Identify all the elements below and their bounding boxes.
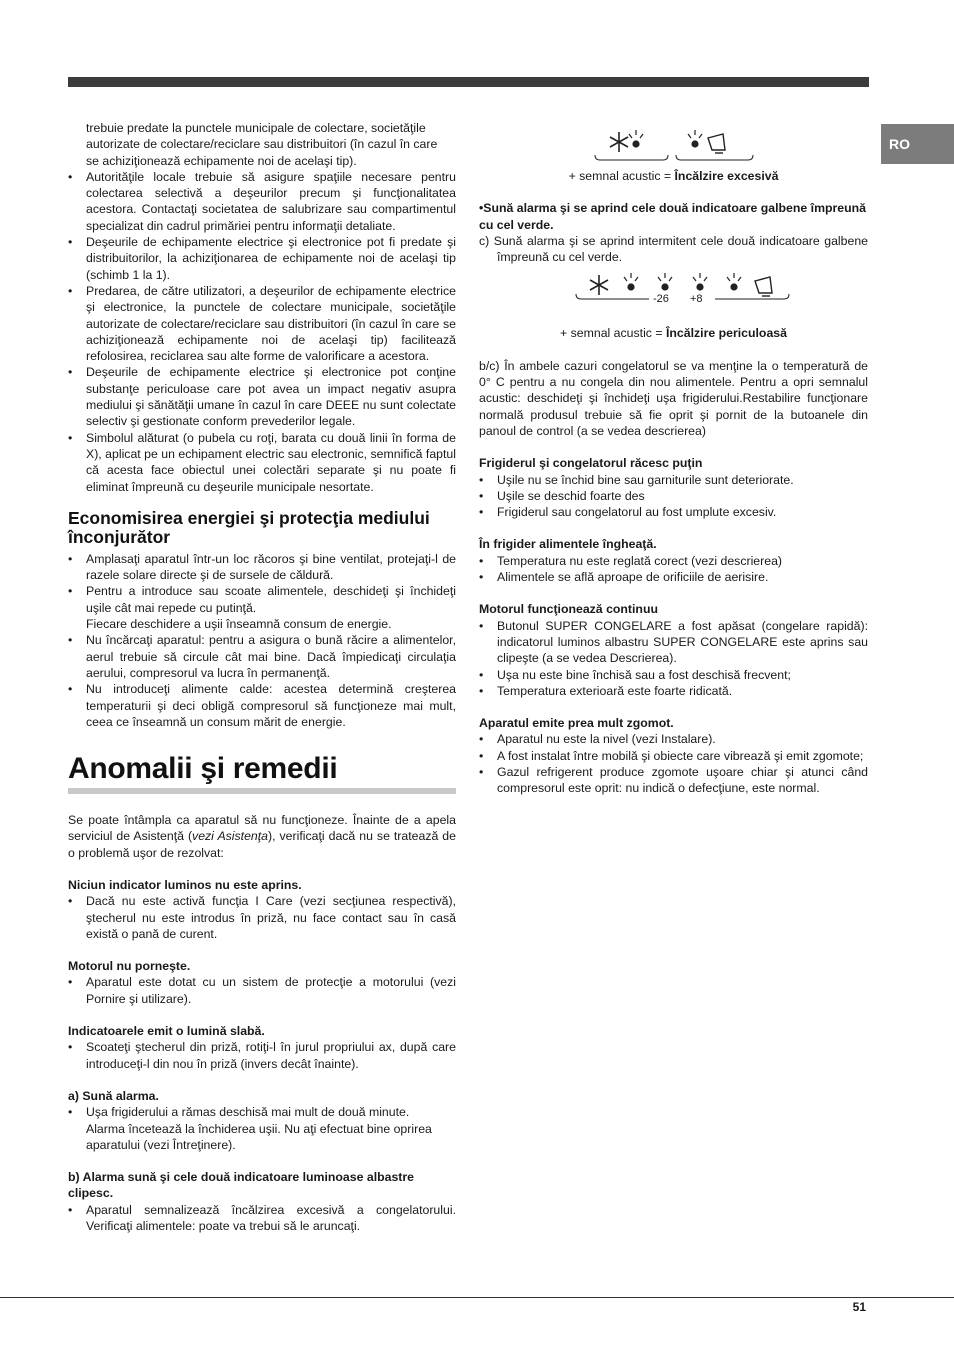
section-title: Niciun indicator luminos nu este aprins. xyxy=(68,877,302,892)
blinking-led-icon xyxy=(688,130,702,147)
diagram-caption xyxy=(479,325,868,341)
list-item: • A fost instalat între mobilă şi obiecte care vibrează şi emit zgomote; xyxy=(479,748,868,764)
list-item: • Temperatura exterioară este foarte ridicată. xyxy=(479,683,868,699)
list-item: • Uşa frigiderului a rămas deschisă mai mult de două minute. xyxy=(68,1104,456,1120)
section-list xyxy=(479,472,868,521)
continued-line: se achiziţionează echipamente noi de acelaşi tip). xyxy=(86,153,357,168)
indicator-diagram-svg xyxy=(479,265,868,321)
section-title: •Sună alarma şi se aprind cele două indicatoare galbene împreună cu cel verde. xyxy=(479,201,867,232)
list-item: • Aparatul nu este la nivel (vezi Instalare). xyxy=(479,731,868,747)
disposal-list xyxy=(68,169,456,495)
snowflake-icon xyxy=(590,275,608,295)
caption-value: Încălzire periculoasă xyxy=(665,326,787,341)
list-item: • Amplasaţi aparatul într-un loc răcoros şi bine ventilat, protejaţi-l de razele solare directe şi de sursele de căldură. xyxy=(68,551,456,584)
caption-text: + semnal acustic = xyxy=(568,169,675,183)
section-list xyxy=(68,1104,456,1120)
bracket-line xyxy=(576,294,789,299)
title-underline xyxy=(68,788,456,794)
section-title: Aparatul emite prea mult zgomot. xyxy=(479,716,674,731)
section-title: Indicatoarele emit o lumină slabă. xyxy=(68,1024,265,1039)
list-item: • Nu încărcaţi aparatul: pentru a asigura o bună răcire a alimentelor, aerul trebuie să circule cât mai bine. Dacă împiedicaţi circulaţia aerului, compresorul va lucra în permanenţă. xyxy=(68,632,456,681)
continued-line: autorizate de colectare/reciclare sau distribuitori (în cazul în care xyxy=(86,137,438,152)
indicator-diagram-1 xyxy=(479,120,868,168)
list-item: • Scoateţi ştecherul din priză, rotiţi-l în jurul propriului ax, după care introduceţi-l din nou în priză (invers decât înainte). xyxy=(68,1039,456,1072)
section-text: c) Sună alarma şi se aprind intermitent cele două indicatoare galbene împreună cu cel verde. xyxy=(479,233,868,265)
page-title: Anomalii şi remedii xyxy=(68,752,338,786)
list-item: • Simbolul alăturat (o pubela cu roţi, barata cu două linii în forma de X), aplicat pe un echipament electric sau electronic, semnifică faptul că acesta face obiectul unei colectări separate şi nu poate fi eliminat împreună cu deşeurile municipale nesortate. xyxy=(68,430,456,495)
section-list xyxy=(68,974,456,1007)
blinking-led-icon xyxy=(624,273,638,290)
continued-line: trebuie predate la punctele municipale de colectare, societăţile xyxy=(86,121,426,135)
section-list xyxy=(68,893,456,942)
section-list xyxy=(68,1202,456,1235)
blinking-led-icon xyxy=(658,273,672,290)
list-item: • Uşile se deschid foarte des xyxy=(479,488,868,504)
left-column xyxy=(68,120,456,1234)
continued-paragraph xyxy=(68,120,456,169)
caption-value: Încălzire excesivă xyxy=(674,169,779,183)
header-bar xyxy=(68,77,869,87)
list-item: • Predarea, de către utilizatori, a deşeurilor de echipamente electrice şi electronice, la punctele de colectare municipale, societăţile autorizate de colectare/reciclare sau distribuitori (în cazul în care se achiziţionează echipamente noi de acelaşi tip) facilitează refolosirea, reciclarea sau alte forme de valorificare a acestora. xyxy=(68,283,456,364)
indicator-diagram-svg xyxy=(479,120,868,168)
page-number: 51 xyxy=(852,1300,866,1314)
list-item: • Nu introduceţi alimente calde: acestea determină creşterea temperaturii şi deci obligă compresorul să funcţioneze mai mult, ceea ce înseamnă un consum mărit de energie. xyxy=(68,681,456,730)
list-item: • Frigiderul sau congelatorul au fost umplute excesiv. xyxy=(479,504,868,520)
section-title: În frigider alimentele îngheaţă. xyxy=(479,537,657,552)
list-item: • Deşeurile de echipamente electrice şi electronice pot conţine substanţe periculoase care pot avea un impact negativ asupra mediului şi sănătăţii umane în cazul în care DEEE nu sunt colectate selectiv şi gestionate conform prevederilor legale. xyxy=(68,364,456,429)
list-item: • Autorităţile locale trebuie să asigure spaţiile necesare pentru colectarea selectivă a deşeurilor precum şi funcţionalitatea acestora. Contactaţi societatea de salubrizare sau compartimentul specializat din cadrul primăriei pentru informaţii detaliate. xyxy=(68,169,456,234)
list-item: • Dacă nu este activă funcţia I Care (vezi secţiunea respectivă), ştecherul nu este introdus în priză, nu face contact sau în casă există o pană de curent. xyxy=(68,893,456,942)
section-title: Motorul funcţionează continuu xyxy=(479,602,658,617)
bc-paragraph: b/c) În ambele cazuri congelatorul se va menţine la o temperatură de 0° C pentru a nu congela din nou alimentele. Pentru a opri semnalul acustic: deschideţi şi închideţi uşa frigiderului.Restabilire funcţionare normală produsul trebuie să fie oprit şi pornit de la butoanele din panoul de control (a se vedea descrierea) xyxy=(479,358,868,438)
list-item: • Deşeurile de echipamente electrice şi electronice pot fi predate şi distribuitorilor, la achiziţionarea de echipamente noi de acelaşi tip (schimb 1 la 1). xyxy=(68,234,456,283)
list-item: • Uşile nu se închid bine sau garniturile sunt deteriorate. xyxy=(479,472,868,488)
list-item: • Gazul refrigerent produce zgomote uşoare chiar şi atunci când compresorul este oprit: nu indică o defecţiune, este normal. xyxy=(479,764,868,797)
blinking-led-icon xyxy=(727,273,741,290)
section-title: Frigiderul şi congelatorul răcesc puţin xyxy=(479,456,703,471)
alarm-bell-icon xyxy=(708,134,725,153)
list-item-text: Pentru a introduce sau scoate alimentele, deschideţi şi închideţi uşile cât mai repede cu putinţă. xyxy=(86,584,456,615)
diagram-caption xyxy=(479,168,868,184)
temp-label: -26 xyxy=(653,293,669,306)
section-list xyxy=(68,1039,456,1072)
indicator-diagram-2 xyxy=(479,265,868,321)
intro-text: ), verificaţi dacă nu se tratează de o problemă uşor de rezolvat: xyxy=(68,829,456,860)
list-item xyxy=(68,583,456,632)
list-item: • Aparatul semnalizează încălzirea excesivă a congelatorului. Verificaţi alimentele: poate va trebui să le aruncaţi. xyxy=(68,1202,456,1235)
language-tab: RO xyxy=(881,124,954,164)
footer-rule xyxy=(0,1297,954,1298)
section-list xyxy=(479,731,868,796)
energy-heading: Economisirea energiei şi protecţia mediului înconjurător xyxy=(68,507,430,547)
energy-list xyxy=(68,551,456,730)
section-note: Alarma încetează la închiderea uşii. Nu aţi efectuat bine oprirea aparatului (vezi Întreţinere). xyxy=(86,1121,432,1152)
section-list xyxy=(479,618,868,699)
list-item: • Alimentele se află aproape de orificiile de aerisire. xyxy=(479,569,868,585)
snowflake-icon xyxy=(610,132,628,152)
list-item: • Aparatul este dotat cu un sistem de protecţie a motorului (vezi Pornire şi utilizare). xyxy=(68,974,456,1007)
right-column xyxy=(479,120,868,797)
alarm-bell-icon xyxy=(755,277,772,296)
bracket-line xyxy=(595,155,753,160)
section-list xyxy=(479,553,868,586)
list-item: • Uşa nu este bine închisă sau a fost deschisă frecvent; xyxy=(479,667,868,683)
temp-label: +8 xyxy=(690,293,703,306)
section-title: b) Alarma sună şi cele două indicatoare luminoase albastre clipesc. xyxy=(68,1170,415,1201)
intro-link-text: vezi Asistenţa xyxy=(192,829,269,844)
intro-text: Se poate întâmpla ca aparatul să nu funcţioneze. Înainte de a apela serviciul de Asistenţă ( xyxy=(68,813,456,844)
list-item: • Butonul SUPER CONGELARE a fost apăsat (congelare rapidă): indicatorul luminos albastru SUPER CONGELARE este aprins sau clipeşte (a se vedea Descrierea). xyxy=(479,618,868,667)
blinking-led-icon xyxy=(693,273,707,290)
list-item: • Temperatura nu este reglată corect (vezi descrierea) xyxy=(479,553,868,569)
section-title: Motorul nu porneşte. xyxy=(68,959,191,974)
section-title: a) Sună alarma. xyxy=(68,1088,159,1103)
list-item-note: Fiecare deschidere a uşii înseamnă consum de energie. xyxy=(86,617,392,632)
intro-paragraph xyxy=(68,812,456,861)
caption-text: + semnal acustic = xyxy=(560,326,666,341)
blinking-led-icon xyxy=(629,130,643,147)
